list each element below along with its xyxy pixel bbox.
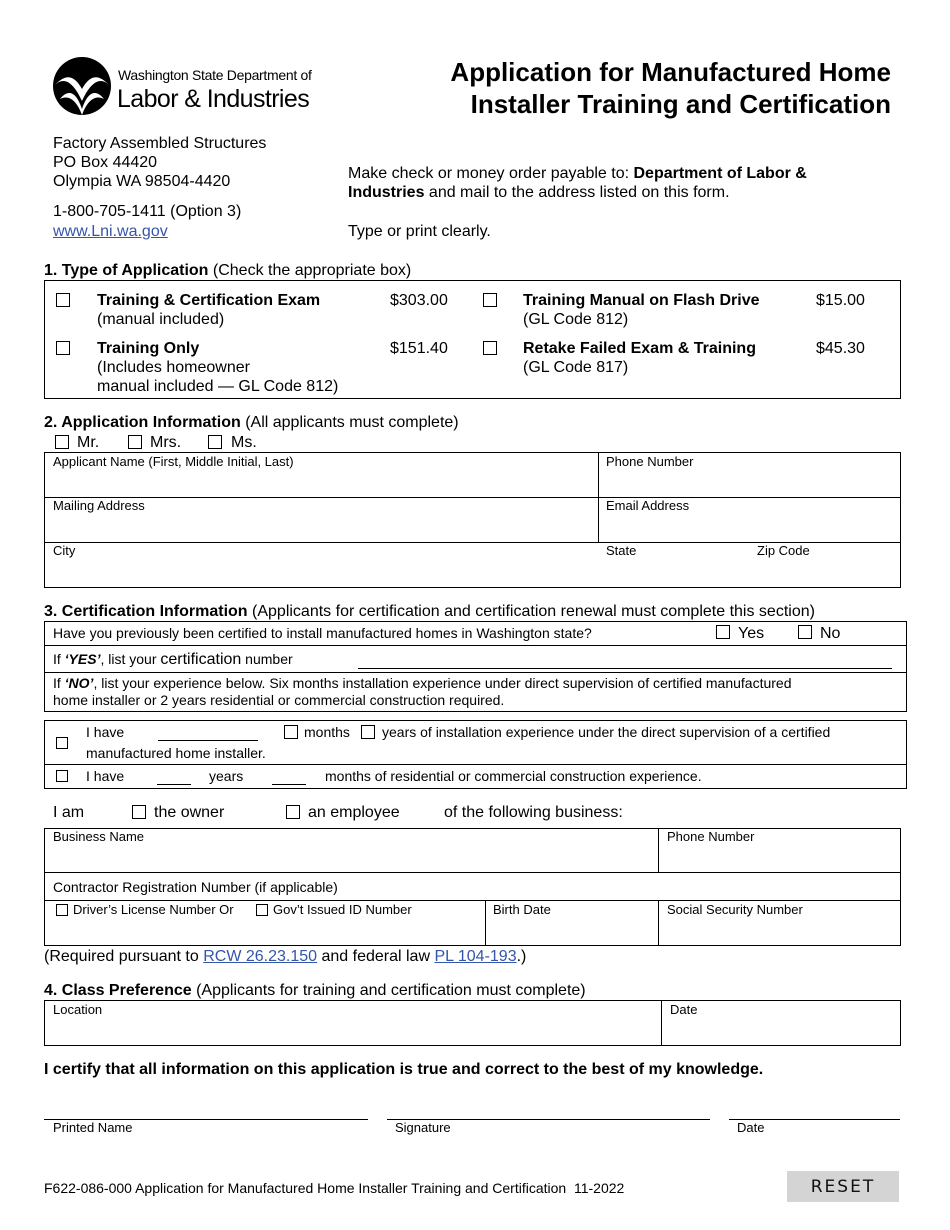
salutation-mr-label: Mr. <box>77 434 100 451</box>
option-title: Training & Certification Exam <box>97 292 321 309</box>
if-yes-word: ‘YES’ <box>64 651 101 667</box>
exp1-line2: manufactured home installer. <box>86 745 266 761</box>
drivers-license-label: Driver’s License Number Or <box>73 902 234 917</box>
govt-id-checkbox[interactable] <box>256 904 268 916</box>
class-date-field[interactable]: Date <box>670 1002 698 1017</box>
if-yes-suffix: number <box>241 651 293 667</box>
option-title: Retake Failed Exam & Training <box>523 340 756 357</box>
installation-experience-checkbox[interactable] <box>56 737 68 749</box>
if-no-line1: , list your experience below. Six months installation experience under direct supervision of certified manufactured <box>93 675 792 691</box>
if-yes-mid: , list your <box>100 651 161 667</box>
business-name-field[interactable]: Business Name <box>53 829 145 844</box>
if-no-line2: home installer or 2 years residential or commercial construction required. <box>53 692 505 708</box>
applicant-name-field[interactable]: Applicant Name (First, Middle Initial, Last) <box>53 454 294 469</box>
rcw-link[interactable]: RCW 26.23.150 <box>203 948 318 965</box>
exp2-months-label: months of residential or commercial construction experience. <box>325 768 702 784</box>
required-mid: and federal law <box>317 948 435 965</box>
city-field[interactable]: City <box>53 543 76 558</box>
option-training-only <box>97 339 338 396</box>
form-title-line1: Application for Manufactured Home <box>450 57 891 87</box>
construction-experience-checkbox[interactable] <box>56 770 68 782</box>
section3-note: (Applicants for certification and certification renewal must complete this section) <box>247 603 815 620</box>
option-flash-drive <box>523 291 759 329</box>
legal-requirement-note <box>44 947 526 966</box>
exp1-i-have: I have <box>86 724 125 740</box>
if-no-instructions <box>53 675 893 709</box>
certified-no-checkbox[interactable] <box>798 625 812 639</box>
months-checkbox[interactable] <box>284 725 298 739</box>
salutation-mrs-label: Mrs. <box>150 434 182 451</box>
mailing-address-block <box>53 134 266 191</box>
salutation-mrs-checkbox[interactable] <box>128 435 142 449</box>
phone-field[interactable]: Phone Number <box>606 454 694 469</box>
printed-name-label: Printed Name <box>53 1120 133 1135</box>
payee-name-part2: Industries <box>348 184 425 201</box>
reset-button[interactable]: RESET <box>787 1171 899 1202</box>
section4-title: 4. Class Preference <box>44 982 192 999</box>
section3-title: 3. Certification Information <box>44 603 248 620</box>
govt-id-label: Gov’t Issued ID Number <box>273 902 412 917</box>
owner-label: the owner <box>154 804 225 821</box>
employee-checkbox[interactable] <box>286 805 300 819</box>
option-training-certification-checkbox[interactable] <box>56 293 70 307</box>
salutation-ms-checkbox[interactable] <box>208 435 222 449</box>
business-suffix: of the following business: <box>444 804 623 821</box>
mailing-address-field[interactable]: Mailing Address <box>53 498 145 513</box>
option-desc: (manual included) <box>97 311 225 328</box>
required-prefix: (Required pursuant to <box>44 948 204 965</box>
print-note: Type or print clearly. <box>348 223 491 240</box>
required-suffix: .) <box>516 948 527 965</box>
signature-label: Signature <box>395 1120 451 1135</box>
drivers-license-checkbox[interactable] <box>56 904 68 916</box>
pl-link[interactable]: PL 104-193 <box>434 948 517 965</box>
if-yes-prompt <box>53 651 293 668</box>
option-price: $151.40 <box>390 340 448 357</box>
option-price: $45.30 <box>816 340 865 357</box>
option-training-certification <box>97 291 320 329</box>
section2-title: 2. Application Information <box>44 414 241 431</box>
agency-name-line1: Washington State Department of <box>118 67 312 83</box>
option-desc: manual included — GL Code 812) <box>97 378 339 395</box>
payment-prefix: Make check or money order payable to: <box>348 165 634 182</box>
zip-field[interactable]: Zip Code <box>757 543 810 558</box>
payment-instructions <box>348 164 868 202</box>
certification-statement: I certify that all information on this application is true and correct to the best of my knowledge. <box>44 1061 764 1078</box>
application-info-grid <box>44 452 901 588</box>
employee-label: an employee <box>308 804 400 821</box>
option-training-only-checkbox[interactable] <box>56 341 70 355</box>
email-field[interactable]: Email Address <box>606 498 690 513</box>
address-line2: PO Box 44420 <box>53 154 158 171</box>
lni-logo-icon <box>52 55 112 117</box>
owner-checkbox[interactable] <box>132 805 146 819</box>
option-price: $303.00 <box>390 292 448 309</box>
option-retake-exam-checkbox[interactable] <box>483 341 497 355</box>
payee-name-part1: Department of Labor & <box>633 165 807 182</box>
address-line3: Olympia WA 98504-4420 <box>53 173 231 190</box>
installation-experience-input[interactable] <box>158 740 258 741</box>
option-flash-drive-checkbox[interactable] <box>483 293 497 307</box>
ssn-field[interactable]: Social Security Number <box>667 902 803 917</box>
previously-certified-question: Have you previously been certified to install manufactured homes in Washington state? <box>53 625 592 641</box>
certification-number-input[interactable] <box>358 668 892 669</box>
if-no-prefix: If <box>53 675 65 691</box>
payment-suffix: and mail to the address listed on this form. <box>424 184 730 201</box>
construction-months-input[interactable] <box>272 784 306 785</box>
phone-number: 1-800-705-1411 (Option 3) <box>53 203 242 220</box>
section4-heading <box>44 981 586 1000</box>
certified-no-label: No <box>820 625 841 642</box>
state-field[interactable]: State <box>606 543 637 558</box>
option-title: Training Manual on Flash Drive <box>523 292 760 309</box>
form-identifier: F622-086-000 Application for Manufactured Home Installer Training and Certification 11-2022 <box>44 1180 625 1196</box>
option-desc: (Includes homeowner <box>97 359 250 376</box>
sign-date-label: Date <box>737 1120 765 1135</box>
option-desc: (GL Code 817) <box>523 359 629 376</box>
years-checkbox[interactable] <box>361 725 375 739</box>
section2-note: (All applicants must complete) <box>240 414 459 431</box>
section4-note: (Applicants for training and certification must complete) <box>191 982 586 999</box>
exp1-years-label: years of installation experience under the direct supervision of a certified <box>382 724 831 740</box>
form-title-line2: Installer Training and Certification <box>470 89 891 119</box>
construction-years-input[interactable] <box>157 784 191 785</box>
agency-name-line2: Labor & Industries <box>117 85 310 113</box>
option-price: $15.00 <box>816 292 865 309</box>
business-phone-field[interactable]: Phone Number <box>667 829 755 844</box>
exp1-months-label: months <box>304 724 350 740</box>
certified-yes-label: Yes <box>738 625 765 642</box>
location-field[interactable]: Location <box>53 1002 103 1017</box>
address-line1: Factory Assembled Structures <box>53 135 267 152</box>
salutation-mr-checkbox[interactable] <box>55 435 69 449</box>
option-title: Training Only <box>97 340 200 357</box>
if-no-word: ‘NO’ <box>64 675 94 691</box>
section1-heading <box>44 261 411 280</box>
option-retake-exam <box>523 339 756 377</box>
form-title <box>450 56 891 120</box>
section1-title: 1. Type of Application <box>44 262 209 279</box>
salutation-ms-label: Ms. <box>231 434 257 451</box>
if-yes-prefix: If <box>53 651 65 667</box>
website-link[interactable]: www.Lni.wa.gov <box>53 223 168 240</box>
section1-note: (Check the appropriate box) <box>208 262 412 279</box>
if-yes-cert: certification <box>160 651 242 668</box>
exp2-i-have: I have <box>86 768 125 784</box>
contractor-registration-field[interactable]: Contractor Registration Number (if applicable) <box>53 879 338 895</box>
section2-heading <box>44 413 459 432</box>
section3-heading <box>44 602 815 621</box>
certified-yes-checkbox[interactable] <box>716 625 730 639</box>
birth-date-field[interactable]: Birth Date <box>493 902 551 917</box>
class-preference-grid <box>44 1000 901 1046</box>
option-desc: (GL Code 812) <box>523 311 629 328</box>
exp2-years-label: years <box>209 768 244 784</box>
i-am-label: I am <box>53 804 85 821</box>
